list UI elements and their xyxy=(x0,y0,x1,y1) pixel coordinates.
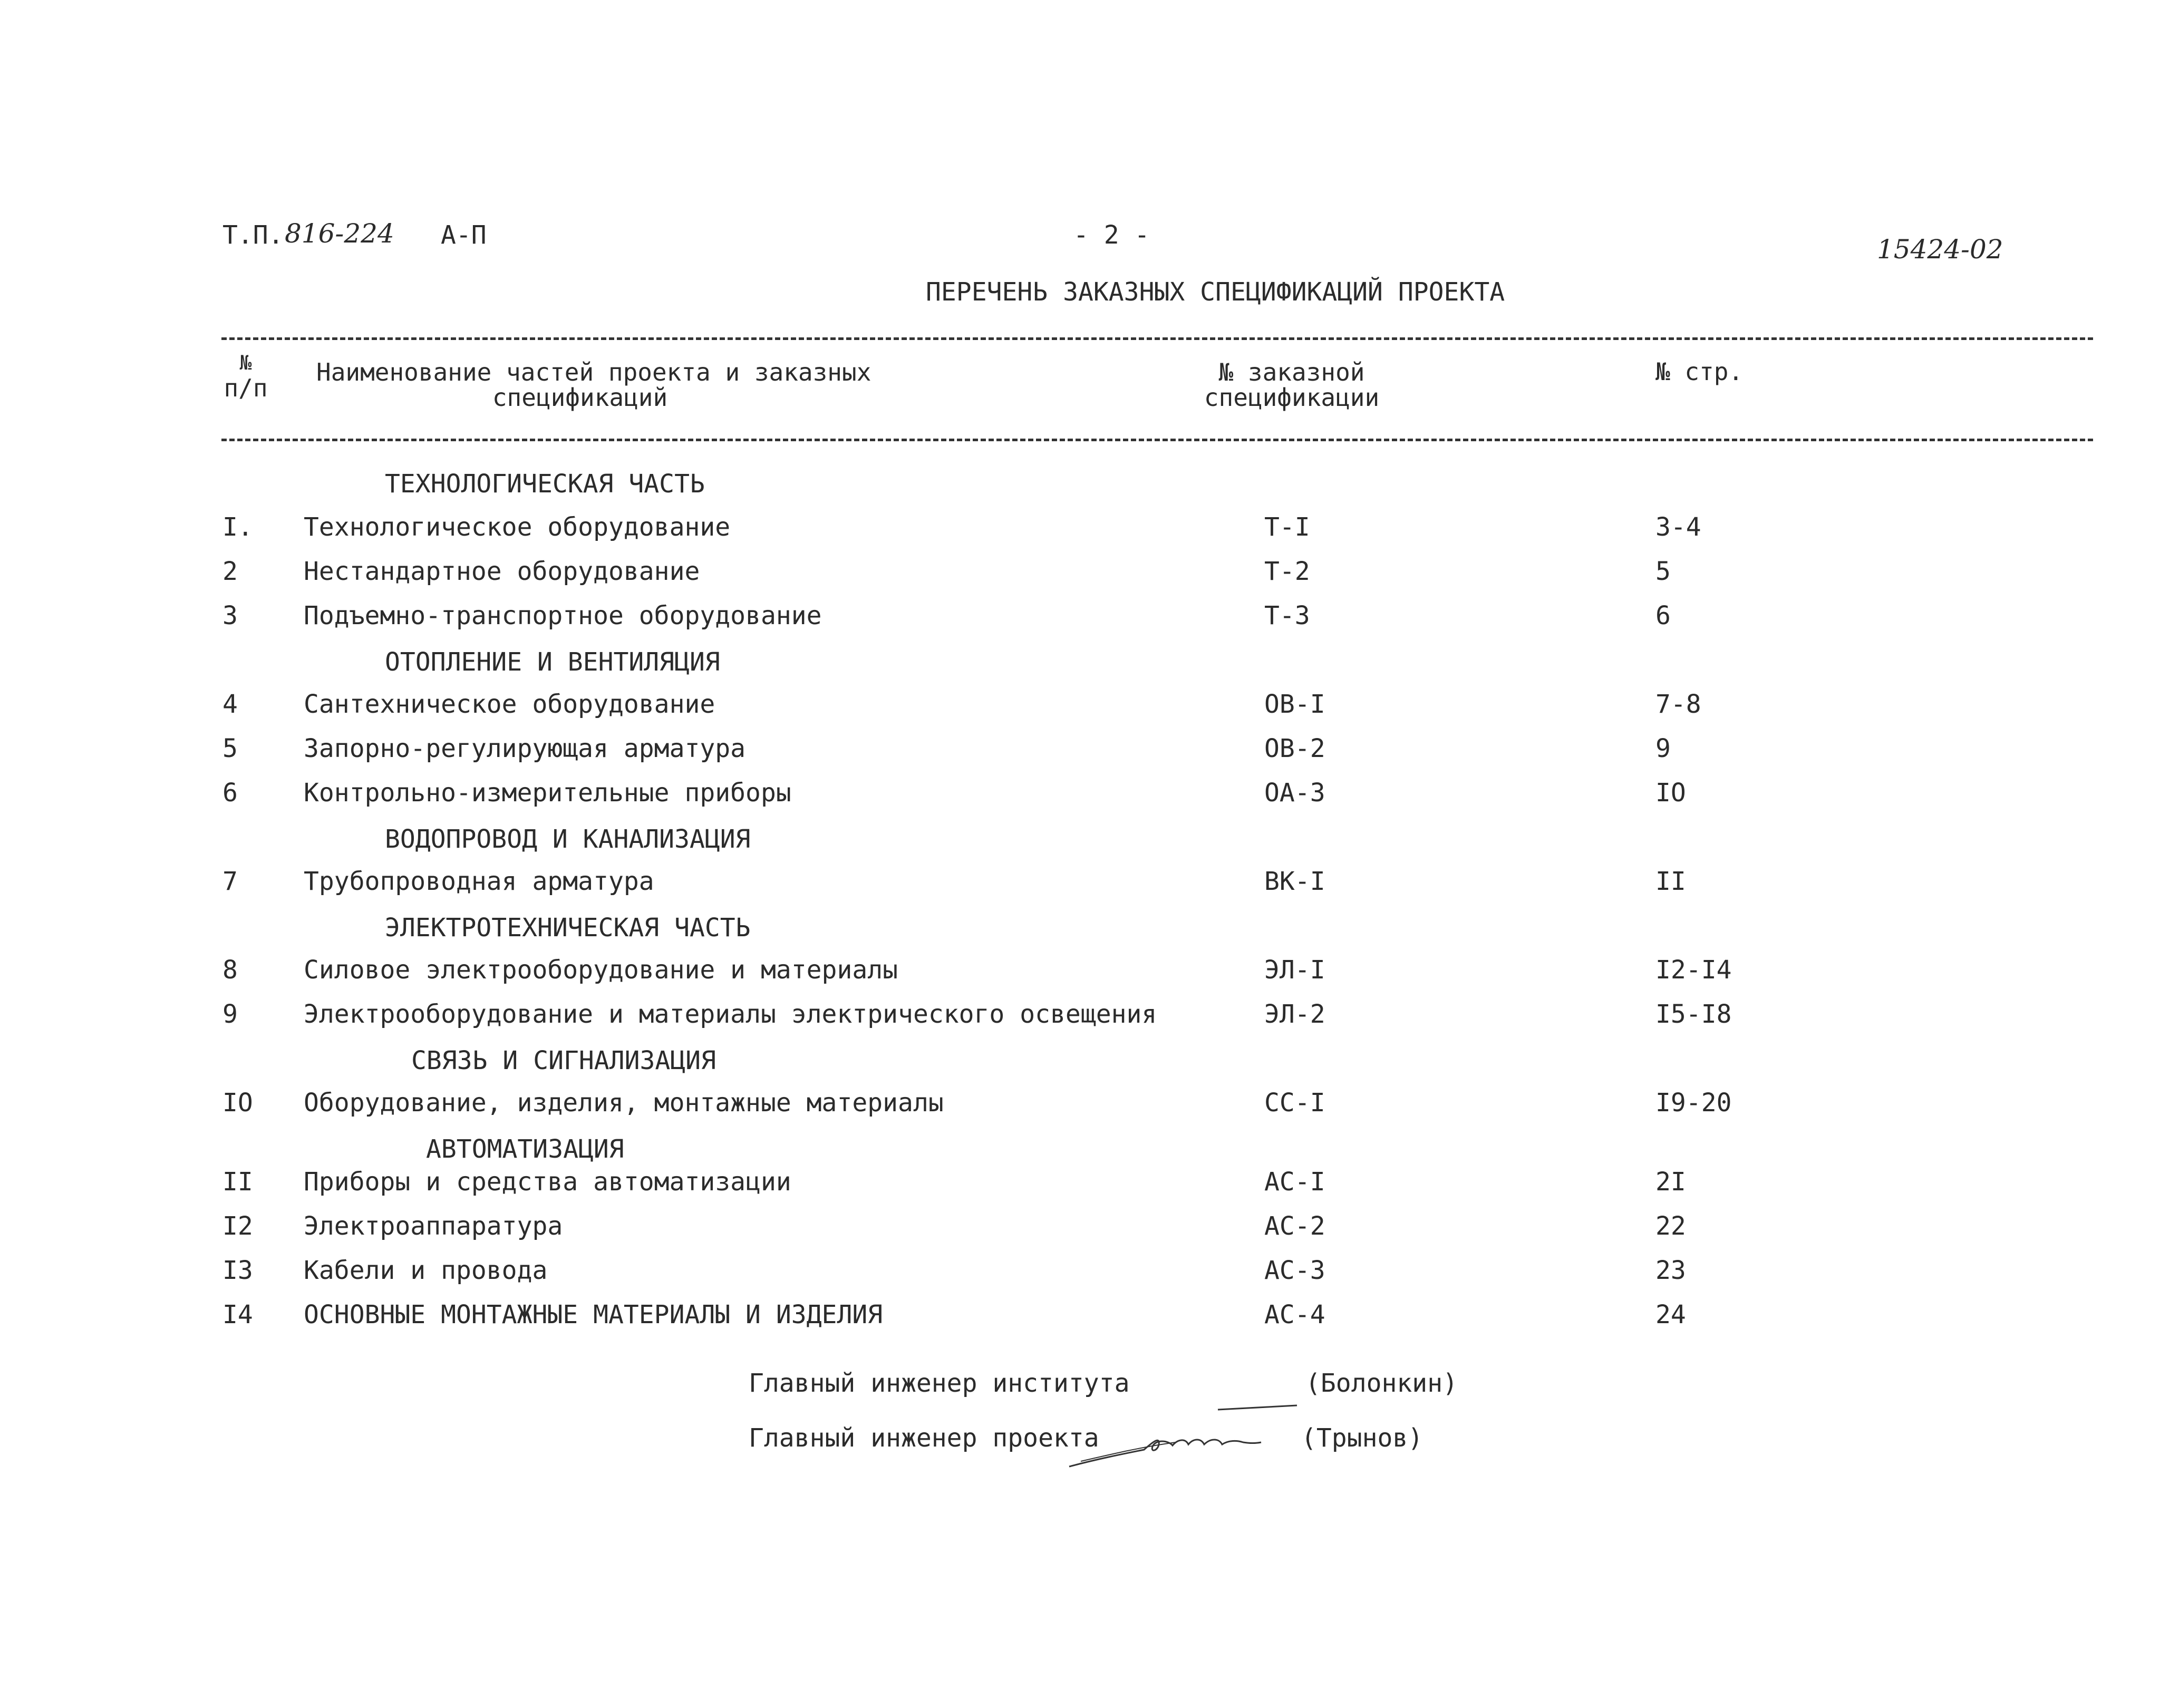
table-row xyxy=(0,869,2179,900)
col-header-code xyxy=(1181,360,1402,410)
row-page: 24 xyxy=(1655,1300,1686,1329)
table-row xyxy=(0,1258,2179,1289)
row-number: I3 xyxy=(222,1256,253,1285)
row-page: 9 xyxy=(1655,734,1671,763)
row-page: I2-I4 xyxy=(1655,955,1732,985)
section-title: СВЯЗЬ И СИГНАЛИЗАЦИЯ xyxy=(411,1046,716,1075)
row-number: I2 xyxy=(222,1211,253,1241)
row-code: АС-3 xyxy=(1264,1256,1325,1285)
table-row xyxy=(0,999,2179,1033)
row-page: IO xyxy=(1655,778,1686,808)
row-name: Трубопроводная арматура xyxy=(304,867,654,896)
row-code: ОА-3 xyxy=(1264,778,1325,808)
row-name: ОСНОВНЫЕ МОНТАЖНЫЕ МАТЕРИАЛЫ И ИЗДЕЛИЯ xyxy=(304,1300,883,1329)
row-page: I5-I8 xyxy=(1655,999,1732,1029)
row-number: 2 xyxy=(222,557,238,586)
col-header-code-line2: спецификации xyxy=(1204,383,1380,412)
col-header-code-line1: № заказной xyxy=(1218,358,1365,386)
table-row xyxy=(0,957,2179,989)
row-page: I9-20 xyxy=(1655,1088,1732,1118)
row-number: I. xyxy=(222,512,253,542)
row-code: АС-4 xyxy=(1264,1300,1325,1329)
row-code: ОВ-I xyxy=(1264,690,1325,719)
section-title: ТЕХНОЛОГИЧЕСКАЯ ЧАСТЬ xyxy=(385,469,705,499)
row-number: IO xyxy=(222,1088,253,1118)
row-name: Сантехническое оборудование xyxy=(304,690,715,719)
col-header-num-line2: п/п xyxy=(224,374,268,402)
row-page: 3-4 xyxy=(1655,512,1701,542)
row-name: Приборы и средства автоматизации xyxy=(304,1167,791,1197)
col-header-name-line2: спецификаций xyxy=(492,383,668,412)
row-number: I4 xyxy=(222,1300,253,1329)
signature-person-institute: (Болонкин) xyxy=(1305,1369,1458,1398)
section-title: ЭЛЕКТРОТЕХНИЧЕСКАЯ ЧАСТЬ xyxy=(385,913,751,943)
row-code: АС-I xyxy=(1264,1167,1325,1197)
row-code: Т-3 xyxy=(1264,601,1310,630)
row-page: 7-8 xyxy=(1655,690,1701,719)
row-code: ВК-I xyxy=(1264,867,1325,896)
table-row xyxy=(0,1169,2179,1201)
table-row xyxy=(0,1211,2179,1245)
row-name: Электрооборудование и материалы электрического освещения xyxy=(304,999,1157,1029)
row-name: Контрольно-измерительные приборы xyxy=(304,778,791,808)
row-name: Запорно-регулирующая арматура xyxy=(304,734,746,763)
row-number: 8 xyxy=(222,955,238,985)
row-number: 5 xyxy=(222,734,238,763)
row-number: 4 xyxy=(222,690,238,719)
archive-number: 15424-02 xyxy=(1877,234,2003,265)
col-header-num xyxy=(219,350,272,401)
album-code: А-П xyxy=(441,220,487,250)
col-header-num-line1: № xyxy=(239,351,252,374)
row-code: СС-I xyxy=(1264,1088,1325,1118)
col-header-name-line1: Наименование частей проекта и заказных xyxy=(316,358,871,386)
section-title: ОТОПЛЕНИЕ И ВЕНТИЛЯЦИЯ xyxy=(385,647,720,677)
row-name: Подъемно-транспортное оборудование xyxy=(304,601,822,630)
row-page: 22 xyxy=(1655,1211,1686,1241)
row-page: 23 xyxy=(1655,1256,1686,1285)
page-number: - 2 - xyxy=(1073,220,1150,250)
row-name: Нестандартное оборудование xyxy=(304,557,700,586)
table-row xyxy=(0,692,2179,723)
row-name: Силовое электрооборудование и материалы xyxy=(304,955,898,985)
row-code: ОВ-2 xyxy=(1264,734,1325,763)
row-number: 7 xyxy=(222,867,238,896)
table-row xyxy=(0,780,2179,812)
row-number: II xyxy=(222,1167,253,1197)
tp-prefix: Т.П. xyxy=(222,220,284,250)
row-number: 9 xyxy=(222,999,238,1029)
col-header-name xyxy=(316,358,871,412)
row-code: АС-2 xyxy=(1264,1211,1325,1241)
header-top-rule xyxy=(221,337,2093,340)
document-title: ПЕРЕЧЕНЬ ЗАКАЗНЫХ СПЕЦИФИКАЦИЙ ПРОЕКТА xyxy=(926,277,1505,307)
row-code: Т-I xyxy=(1264,512,1310,542)
row-page: 2I xyxy=(1655,1167,1686,1197)
row-page: 6 xyxy=(1655,601,1671,630)
signature-role-project: Главный инженер проекта xyxy=(749,1423,1099,1453)
signature-scribble xyxy=(1065,1392,1318,1476)
table-row xyxy=(0,559,2179,590)
row-name: Оборудование, изделия, монтажные материалы xyxy=(304,1088,944,1118)
table-row xyxy=(0,1302,2179,1334)
row-name: Кабели и провода xyxy=(304,1256,548,1285)
table-row xyxy=(0,603,2179,635)
table-row xyxy=(0,512,2179,546)
tp-number: 816-224 xyxy=(285,218,394,249)
row-number: 3 xyxy=(222,601,238,630)
row-page: 5 xyxy=(1655,557,1671,586)
row-code: ЭЛ-I xyxy=(1264,955,1325,985)
signature-role-institute: Главный инженер института xyxy=(749,1369,1130,1398)
col-header-page: № стр. xyxy=(1655,357,1744,386)
table-row xyxy=(0,736,2179,768)
section-title: АВТОМАТИЗАЦИЯ xyxy=(426,1134,624,1164)
section-title: ВОДОПРОВОД И КАНАЛИЗАЦИЯ xyxy=(385,824,751,854)
signature-person-project: (Трынов) xyxy=(1301,1423,1423,1453)
row-name: Технологическое оборудование xyxy=(304,512,731,542)
row-page: II xyxy=(1655,867,1686,896)
row-code: ЭЛ-2 xyxy=(1264,999,1325,1029)
header-bottom-rule xyxy=(221,439,2093,441)
row-number: 6 xyxy=(222,778,238,808)
row-name: Электроаппаратура xyxy=(304,1211,563,1241)
table-row xyxy=(0,1090,2179,1122)
row-code: Т-2 xyxy=(1264,557,1310,586)
